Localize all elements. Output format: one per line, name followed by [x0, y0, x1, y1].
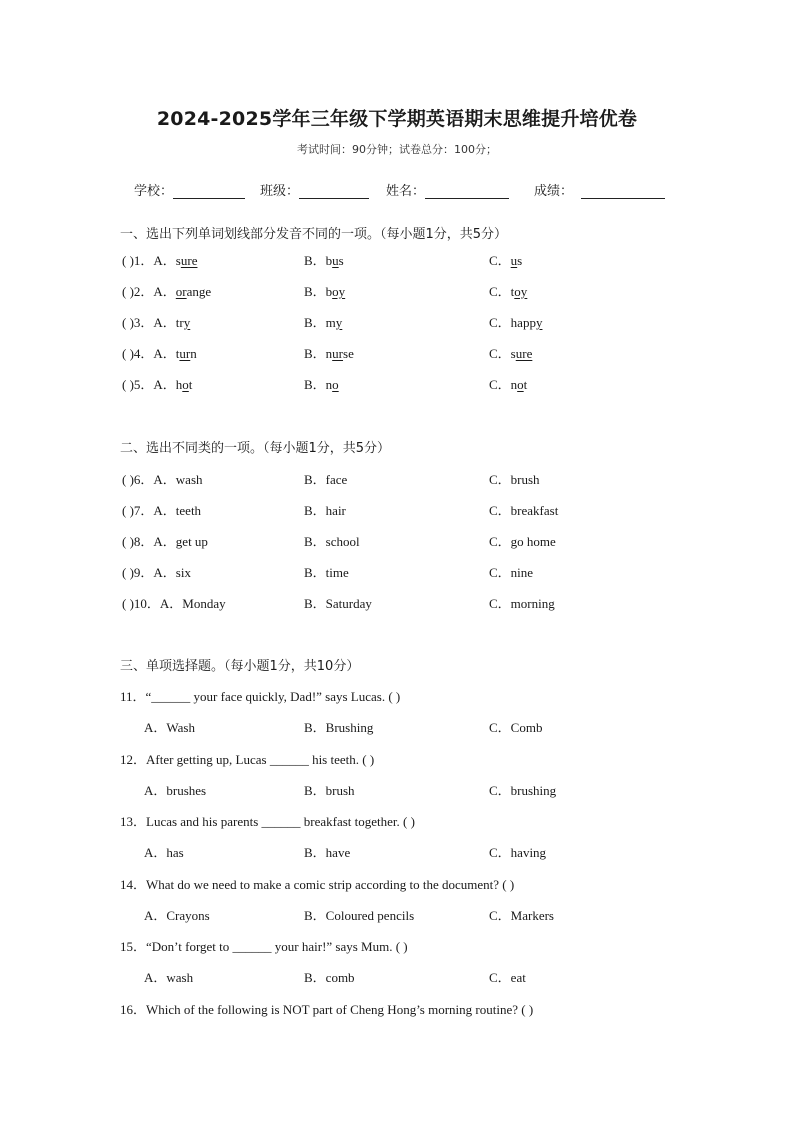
underlined-segment: o — [182, 377, 189, 392]
options-row — [0, 717, 794, 737]
option-b[interactable] — [304, 374, 339, 393]
option-b[interactable]: B．hair — [304, 503, 346, 518]
name-label: 姓名： — [386, 184, 426, 199]
option-a[interactable]: ( )9．A．six — [122, 565, 191, 580]
option-c[interactable] — [489, 312, 542, 331]
question-text: 13．Lucas and his parents ______ breakfast together. ( ) — [120, 814, 415, 829]
name-blank[interactable] — [425, 184, 509, 199]
school-field — [134, 180, 245, 199]
option-b[interactable]: B．Coloured pencils — [304, 907, 415, 923]
score-blank[interactable] — [581, 184, 665, 199]
text-segment: t — [175, 346, 180, 361]
option-a[interactable]: ( )7．A．teeth — [122, 503, 202, 518]
option-c[interactable] — [489, 343, 532, 362]
option-a[interactable]: A．Crayons — [144, 907, 210, 923]
page-title: 2024-2025学年三年级下学期英语期末思维提升培优卷 — [156, 108, 638, 130]
exam-info-subtitle: 考试时间：90分钟；试卷总分：100分； — [297, 143, 497, 156]
text-segment: tr — [175, 315, 184, 330]
option-c[interactable]: C．breakfast — [489, 503, 559, 518]
underlined-segment: u — [510, 253, 518, 268]
text-segment: s — [517, 253, 523, 268]
question-number: ( )2．A． — [122, 284, 176, 299]
question-number: ( )5．A． — [122, 377, 176, 392]
text-segment: s — [175, 253, 181, 268]
text-segment: C． — [489, 253, 511, 268]
question-text: 12．After getting up, Lucas ______ his teeth. ( ) — [120, 751, 375, 767]
text-segment: h — [175, 377, 183, 392]
class-field — [260, 180, 369, 199]
options-row — [0, 842, 794, 862]
option-b[interactable]: B．time — [304, 565, 349, 580]
section-1-title: 一、选出下列单词划线部分发音不同的一项。（每小题1分，共5分） — [120, 227, 508, 242]
options-row — [0, 780, 794, 800]
underlined-segment: y — [183, 315, 191, 330]
underlined-segment: oy — [514, 284, 528, 299]
text-segment: n — [190, 346, 197, 361]
text-segment: t — [523, 377, 528, 392]
question-row — [0, 531, 794, 551]
option-b[interactable]: B．face — [304, 472, 348, 487]
option-a[interactable]: ( )8．A．get up — [122, 534, 208, 549]
option-a[interactable]: A．wash — [144, 970, 194, 985]
option-b[interactable] — [304, 281, 345, 300]
text-segment: C．s — [489, 346, 516, 361]
option-a[interactable]: ( )10．A．Monday — [122, 596, 226, 611]
option-c[interactable]: C．morning — [489, 596, 555, 611]
option-b[interactable]: B．have — [304, 845, 351, 860]
underlined-segment: ure — [180, 253, 198, 268]
question-row — [0, 343, 794, 363]
question-number: ( )3．A． — [122, 315, 176, 330]
option-b[interactable]: B．Brushing — [304, 720, 374, 735]
question-row — [0, 469, 794, 489]
option-b[interactable] — [304, 312, 342, 331]
underlined-segment: ur — [332, 346, 344, 361]
option-b[interactable] — [304, 343, 354, 362]
question-row — [0, 250, 794, 270]
option-b[interactable]: B．brush — [304, 782, 355, 798]
question-row — [0, 593, 794, 613]
score-label: 成绩： — [534, 184, 574, 199]
option-a[interactable] — [122, 250, 197, 269]
school-blank[interactable] — [173, 184, 245, 199]
option-a[interactable] — [122, 312, 190, 331]
text-segment: ange — [186, 284, 212, 299]
underlined-segment: u — [332, 253, 339, 268]
question-row — [0, 562, 794, 582]
question-number: ( )4．A． — [122, 346, 176, 361]
option-c[interactable]: C．brushing — [489, 782, 557, 798]
question-row — [0, 500, 794, 520]
underlined-segment: y — [535, 315, 543, 330]
option-c[interactable]: C．nine — [489, 565, 534, 580]
student-info-row — [134, 180, 674, 202]
name-field — [386, 180, 509, 199]
option-a[interactable] — [122, 281, 211, 300]
option-b[interactable]: B．comb — [304, 970, 355, 985]
options-row — [0, 905, 794, 925]
class-label: 班级： — [260, 184, 300, 199]
question-text: 16．Which of the following is NOT part of Cheng Hong’s morning routine? ( ) — [120, 1001, 534, 1017]
underlined-segment: o — [332, 377, 339, 392]
option-c[interactable]: C．Markers — [489, 907, 554, 923]
option-c[interactable]: C．brush — [489, 472, 540, 487]
option-b[interactable]: B．school — [304, 534, 360, 549]
underlined-segment: ure — [515, 346, 533, 361]
question-text: 14．What do we need to make a comic strip according to the document? ( ) — [120, 876, 515, 892]
option-a[interactable] — [122, 374, 192, 393]
option-c[interactable] — [489, 281, 527, 300]
option-c[interactable] — [489, 374, 527, 393]
question-row — [0, 281, 794, 301]
option-a[interactable]: A．brushes — [144, 782, 207, 798]
question-row — [0, 312, 794, 332]
option-a[interactable] — [122, 343, 197, 362]
question-text: 11．“______ your face quickly, Dad!” says Lucas. ( ) — [120, 689, 401, 704]
text-segment: C．happ — [489, 315, 536, 330]
underlined-segment: oy — [332, 284, 346, 299]
score-field — [534, 180, 665, 199]
text-segment: B．b — [304, 253, 333, 268]
underlined-segment: y — [335, 315, 343, 330]
option-c[interactable]: C．go home — [489, 534, 556, 549]
underlined-segment: ur — [179, 346, 191, 361]
question-text: 15．“Don’t forget to ______ your hair!” says Mum. ( ) — [120, 939, 408, 954]
text-segment: t — [188, 377, 193, 392]
options-row — [0, 967, 794, 987]
text-segment: B．n — [304, 346, 333, 361]
section-2-title: 二、选出不同类的一项。（每小题1分，共5分） — [120, 441, 391, 456]
text-segment: se — [343, 346, 354, 361]
question-row — [0, 374, 794, 394]
option-a[interactable]: A．Wash — [144, 720, 195, 735]
option-b[interactable] — [304, 250, 344, 269]
text-segment: s — [338, 253, 344, 268]
underlined-segment: o — [517, 377, 524, 392]
section-3-title: 三、单项选择题。（每小题1分，共10分） — [120, 659, 360, 674]
option-c[interactable]: C．eat — [489, 970, 526, 985]
text-segment: C．t — [489, 284, 515, 299]
option-a[interactable]: A．has — [144, 845, 184, 860]
question-number: ( )1．A． — [122, 253, 176, 268]
text-segment: B．n — [304, 377, 333, 392]
text-segment: C．n — [489, 377, 518, 392]
class-blank[interactable] — [299, 184, 369, 199]
option-a[interactable]: ( )6．A．wash — [122, 472, 203, 487]
text-segment: B．b — [304, 284, 333, 299]
option-b[interactable]: B．Saturday — [304, 596, 372, 611]
option-c[interactable]: C．having — [489, 845, 547, 860]
option-c[interactable] — [489, 250, 522, 269]
text-segment: B．m — [304, 315, 336, 330]
school-label: 学校： — [134, 184, 174, 199]
option-c[interactable]: C．Comb — [489, 720, 543, 735]
underlined-segment: or — [175, 284, 187, 299]
